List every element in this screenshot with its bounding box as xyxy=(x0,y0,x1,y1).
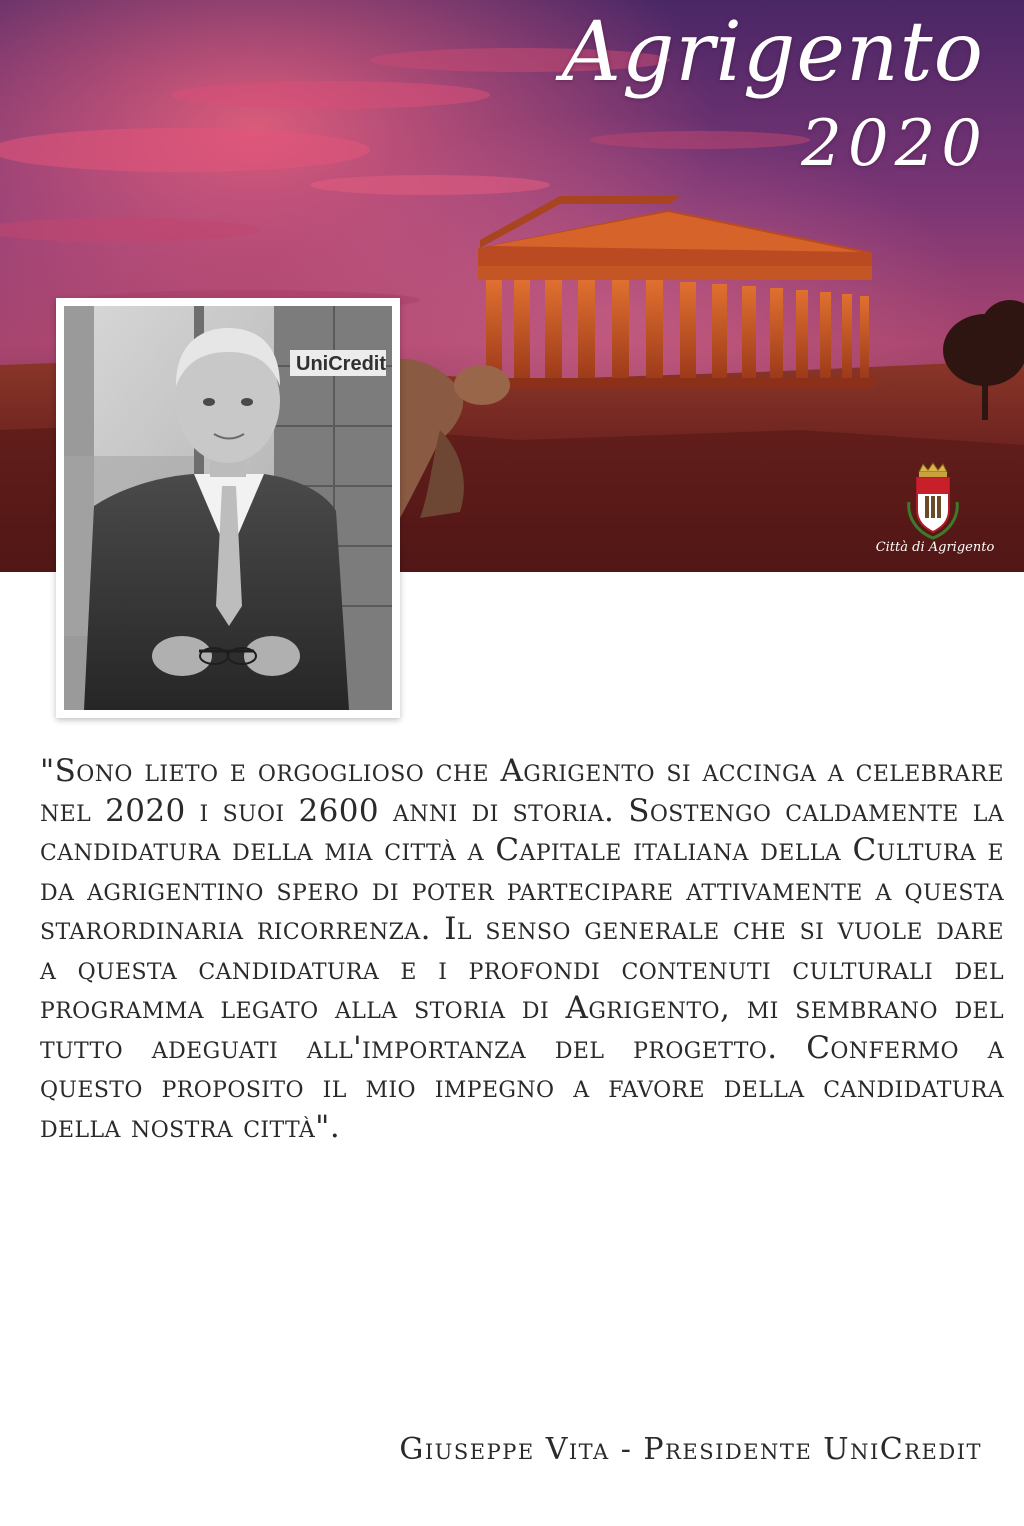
banner-year: 2020 xyxy=(801,107,988,181)
svg-text:UniCredit: UniCredit xyxy=(296,353,386,375)
crest-caption: Città di Agrigento xyxy=(875,540,995,555)
quote-text: "Sono lieto e orgoglioso che Agrigento si accinga a celebrare nel 2020 i suoi 2600 anni di storia. Sostengo caldamente la candidatura della mia città a Capitale italiana della Cultura e da agrigentino spero di poter partecipare attivamente a questa starordinaria ricorrenza. Il senso generale che si vuole dare a questa candidatura e i profondi contenuti culturali del programma legato alla storia di Agrigento, mi sembrano del tutto adeguati all'importanza del progetto. Confermo a questo proposito il mio impegno a favore della candidatura della nostra città". xyxy=(40,753,1004,1145)
person-portrait-photo xyxy=(64,306,392,710)
signature: Giuseppe Vita - Presidente UniCredit xyxy=(399,1432,982,1467)
coat-of-arms-icon xyxy=(905,462,961,540)
banner-title: Agrigento xyxy=(561,5,984,100)
portrait-frame xyxy=(56,298,400,718)
